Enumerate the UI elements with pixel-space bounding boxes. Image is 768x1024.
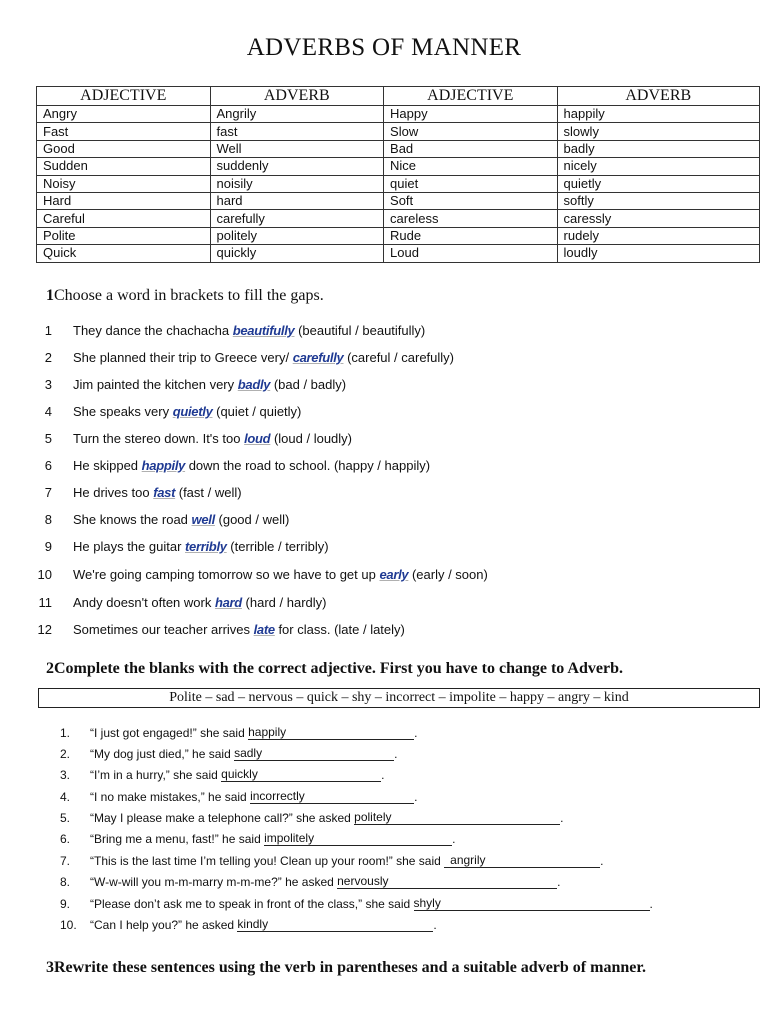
item-options: down the road to school. (happy / happily): [185, 458, 431, 473]
item-text: She speaks very: [73, 404, 173, 419]
table-cell: Angrily: [210, 106, 384, 123]
item-end: .: [394, 747, 398, 761]
item-text: They dance the chachacha: [73, 323, 233, 338]
table-row: [37, 123, 760, 140]
table-cell: Fast: [37, 123, 211, 140]
table-cell: suddenly: [210, 158, 384, 175]
item-number: 8: [44, 512, 52, 527]
table-cell: slowly: [557, 123, 759, 140]
item-options: (loud / loudly): [270, 431, 352, 446]
table-cell: Well: [210, 140, 384, 157]
exercise-2-item: [60, 746, 397, 764]
table-cell: Angry: [37, 106, 211, 123]
section-heading-text: Rewrite these sentences using the verb in parentheses and a suitable adverb of manner.: [54, 959, 646, 976]
item-options: (hard / hardly): [241, 595, 327, 610]
item-text: He drives too: [73, 485, 154, 500]
item-number: 1.: [60, 726, 71, 740]
answer-text[interactable]: early: [379, 567, 409, 582]
table-row: [37, 106, 760, 123]
exercise-1-item: [37, 567, 760, 585]
item-number: 3: [44, 377, 52, 392]
table-cell: Quick: [37, 245, 211, 262]
table-cell: quietly: [557, 175, 759, 192]
header-cell: ADJECTIVE: [384, 87, 558, 106]
table-header-row: [37, 87, 760, 106]
item-number: 7: [44, 485, 52, 500]
item-number: 4: [44, 404, 52, 419]
item-number: 6: [44, 458, 52, 473]
table-cell: Hard: [37, 192, 211, 209]
item-text: “I’m in a hurry,” she said: [90, 768, 222, 782]
section-3-heading: [46, 959, 646, 977]
item-number: 4.: [60, 790, 71, 804]
item-text: “My dog just died,” he said: [90, 747, 235, 761]
item-end: .: [433, 918, 437, 932]
table-cell: hard: [210, 192, 384, 209]
table-cell: rudely: [557, 227, 759, 244]
item-text: She knows the road: [73, 512, 192, 527]
item-options: (quiet / quietly): [212, 404, 302, 419]
word-bank: Polite – sad – nervous – quick – shy – incorrect – impolite – happy – angry – kind: [38, 688, 760, 708]
item-number: 2.: [60, 747, 71, 761]
answer-blank[interactable]: angrily: [444, 853, 600, 868]
table-cell: badly: [557, 140, 759, 157]
exercise-1-item: [40, 377, 760, 395]
section-heading-text: Complete the blanks with the correct adjective. First you have to change to Adverb.: [54, 660, 623, 677]
item-end: .: [414, 726, 418, 740]
table-row: [37, 140, 760, 157]
table-cell: Polite: [37, 227, 211, 244]
exercise-1-item: [40, 485, 760, 503]
item-text: Turn the stereo down. It's too: [73, 431, 245, 446]
exercise-1-item: [40, 350, 760, 368]
item-number: 9: [44, 539, 52, 554]
answer-blank[interactable]: shyly: [414, 896, 650, 911]
table-cell: loudly: [557, 245, 759, 262]
exercise-2-item: [60, 917, 437, 935]
item-end: .: [600, 854, 604, 868]
section-1-heading: [46, 287, 324, 305]
table-cell: Sudden: [37, 158, 211, 175]
answer-text[interactable]: happily: [141, 458, 186, 473]
table-cell: happily: [557, 106, 759, 123]
item-text: “This is the last time I’m telling you! Clean up your room!” she said: [90, 854, 445, 868]
answer-blank[interactable]: kindly: [237, 917, 433, 932]
page-title: ADVERBS OF MANNER: [246, 34, 522, 61]
table-row: [37, 210, 760, 227]
table-cell: Soft: [384, 192, 558, 209]
table-cell: softly: [557, 192, 759, 209]
item-options: (early / soon): [408, 567, 488, 582]
table-cell: quiet: [384, 175, 558, 192]
table-row: [37, 175, 760, 192]
table-row: [37, 158, 760, 175]
answer-blank[interactable]: nervously: [337, 874, 557, 889]
table-cell: caressly: [557, 210, 759, 227]
header-cell: ADJECTIVE: [37, 87, 211, 106]
item-number: 5: [44, 431, 52, 446]
item-end: .: [381, 768, 385, 782]
answer-text[interactable]: terribly: [185, 539, 227, 554]
item-options: (beautiful / beautifully): [294, 323, 426, 338]
exercise-2-item: [60, 810, 564, 828]
item-options: (good / well): [214, 512, 290, 527]
item-text: Sometimes our teacher arrives: [73, 622, 254, 637]
table-cell: Noisy: [37, 175, 211, 192]
item-text: We're going camping tomorrow so we have to get up: [73, 567, 380, 582]
section-heading-text: Choose a word in brackets to fill the gaps.: [54, 287, 324, 304]
item-end: .: [649, 897, 653, 911]
exercise-1-item: [37, 622, 760, 640]
item-options: for class. (late / lately): [274, 622, 405, 637]
exercise-2-item: [60, 789, 417, 807]
item-text: “May I please make a telephone call?” she asked: [90, 811, 355, 825]
answer-text[interactable]: late: [253, 622, 275, 637]
item-end: .: [560, 811, 564, 825]
item-number: 3.: [60, 768, 71, 782]
answer-blank[interactable]: happily: [248, 725, 414, 740]
item-number: 7.: [60, 854, 71, 868]
table-cell: Nice: [384, 158, 558, 175]
table-row: [37, 245, 760, 262]
table-cell: politely: [210, 227, 384, 244]
answer-blank[interactable]: quickly: [221, 767, 381, 782]
exercise-2-item: [60, 896, 653, 914]
answer-text[interactable]: hard: [214, 595, 242, 610]
item-number: 12: [37, 622, 52, 637]
table-cell: Slow: [384, 123, 558, 140]
item-number: 5.: [60, 811, 71, 825]
exercise-1-item: [40, 404, 760, 422]
item-end: .: [452, 832, 456, 846]
table-cell: Careful: [37, 210, 211, 227]
answer-text[interactable]: beautifully: [232, 323, 295, 338]
item-text: He plays the guitar: [73, 539, 186, 554]
item-number: 1: [44, 323, 52, 338]
item-options: (fast / well): [175, 485, 242, 500]
table-cell: carefully: [210, 210, 384, 227]
table-cell: careless: [384, 210, 558, 227]
exercise-2-item: [60, 853, 603, 871]
item-options: (terrible / terribly): [226, 539, 329, 554]
table-cell: quickly: [210, 245, 384, 262]
table-cell: Rude: [384, 227, 558, 244]
item-text: “Can I help you?” he asked: [90, 918, 238, 932]
exercise-1-item: [40, 431, 760, 449]
item-end: .: [414, 790, 418, 804]
answer-text[interactable]: carefully: [292, 350, 344, 365]
item-options: (careful / carefully): [343, 350, 455, 365]
item-number: 10.: [60, 918, 77, 932]
item-end: .: [557, 875, 561, 889]
exercise-2-item: [60, 831, 455, 849]
answer-text[interactable]: fast: [153, 485, 176, 500]
header-cell: ADVERB: [557, 87, 759, 106]
section-number: 3: [46, 959, 54, 976]
item-number: 9.: [60, 897, 71, 911]
answer-blank[interactable]: sadly: [234, 746, 394, 761]
section-2-heading: [46, 660, 623, 678]
exercise-2-item: [60, 874, 560, 892]
table-cell: nicely: [557, 158, 759, 175]
table-cell: fast: [210, 123, 384, 140]
exercise-1-item: [40, 539, 760, 557]
item-number: 11: [38, 595, 52, 610]
exercise-1-item: [40, 595, 760, 613]
item-number: 2: [44, 350, 52, 365]
answer-text[interactable]: quietly: [172, 404, 213, 419]
answer-blank[interactable]: politely: [354, 810, 560, 825]
exercise-2-item: [60, 767, 385, 785]
table-cell: Good: [37, 140, 211, 157]
item-text: Andy doesn't often work: [73, 595, 215, 610]
item-number: 8.: [60, 875, 71, 889]
header-cell: ADVERB: [210, 87, 384, 106]
item-options: (bad / badly): [270, 377, 347, 392]
table-cell: noisily: [210, 175, 384, 192]
section-number: 2: [46, 660, 54, 677]
item-text: She planned their trip to Greece very/: [73, 350, 293, 365]
exercise-1-item: [40, 323, 760, 341]
table-cell: Happy: [384, 106, 558, 123]
table-row: [37, 227, 760, 244]
item-text: “Bring me a menu, fast!” he said: [90, 832, 265, 846]
item-number: 6.: [60, 832, 71, 846]
table-cell: Bad: [384, 140, 558, 157]
item-text: “W-w-will you m-m-marry m-m-me?” he asked: [90, 875, 338, 889]
item-text: Jim painted the kitchen very: [73, 377, 238, 392]
answer-text[interactable]: loud: [244, 431, 271, 446]
answer-blank[interactable]: incorrectly: [250, 789, 414, 804]
answer-text[interactable]: badly: [237, 377, 271, 392]
item-text: “Please don’t ask me to speak in front of the class,” she said: [90, 897, 414, 911]
table-cell: Loud: [384, 245, 558, 262]
table-row: [37, 192, 760, 209]
adverb-table: [36, 86, 760, 263]
item-number: 10: [37, 567, 52, 582]
item-text: He skipped: [73, 458, 142, 473]
exercise-2-item: [60, 725, 417, 743]
answer-blank[interactable]: impolitely: [264, 831, 452, 846]
exercise-1-item: [40, 512, 760, 530]
item-text: “I no make mistakes,” he said: [90, 790, 251, 804]
section-number: 1: [46, 287, 54, 304]
item-text: “I just got engaged!” she said: [90, 726, 249, 740]
exercise-1-item: [40, 458, 760, 476]
answer-text[interactable]: well: [191, 512, 215, 527]
